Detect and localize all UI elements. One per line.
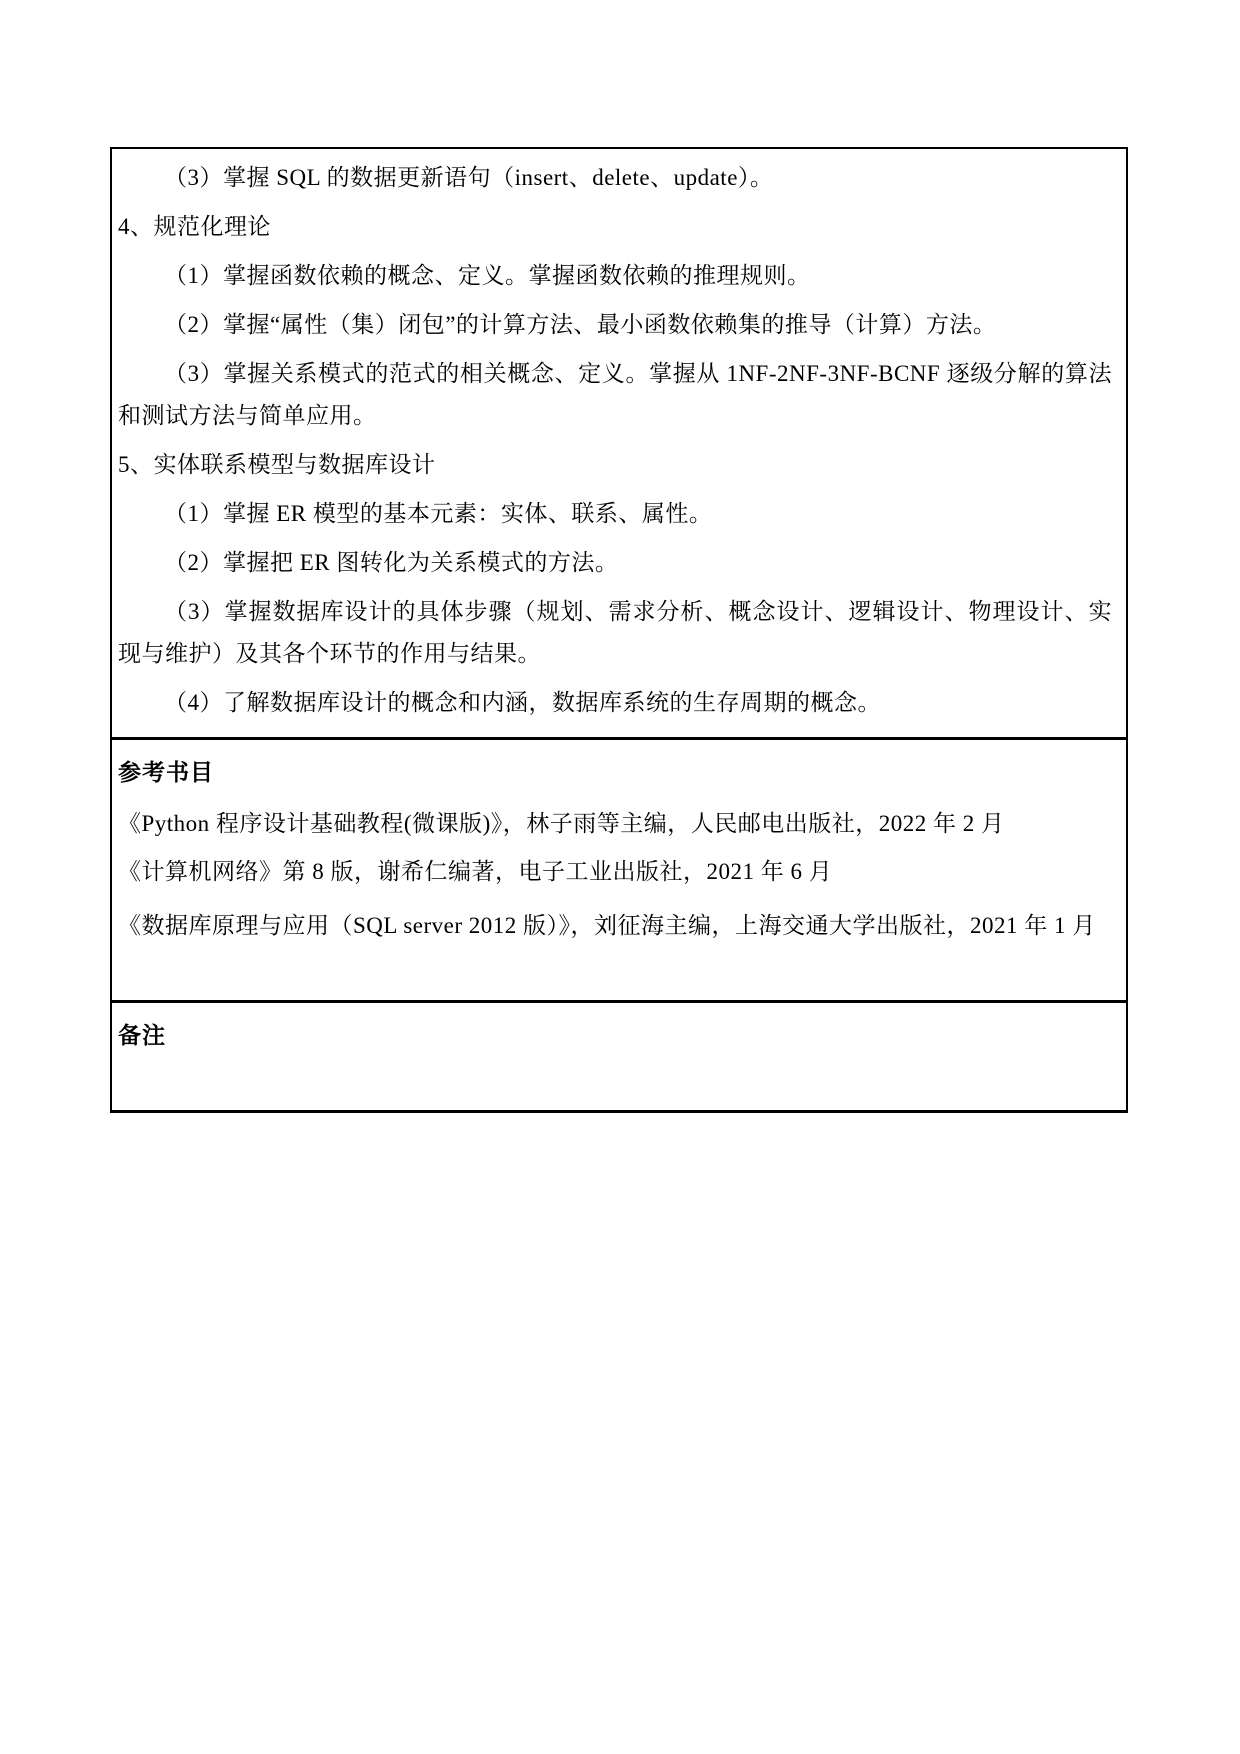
- paragraph-attribute-closure: （2）掌握“属性（集）闭包”的计算方法、最小函数依赖集的推导（计算）方法。: [164, 312, 997, 337]
- paragraph-functional-dependency: （1）掌握函数依赖的概念、定义。掌握函数依赖的推理规则。: [164, 263, 811, 288]
- paragraph-sql-update: （3）掌握 SQL 的数据更新语句（insert、delete、update）。: [164, 165, 774, 190]
- paragraph-er-model-elements: （1）掌握 ER 模型的基本元素：实体、联系、属性。: [164, 501, 713, 526]
- paragraph-normal-forms: （3）掌握关系模式的范式的相关概念、定义。掌握从 1NF-2NF-3NF-BCNF 逐级分解的算法和测试方法与简单应用。: [118, 361, 1112, 428]
- remarks-header: 备注: [118, 1023, 166, 1048]
- paragraph-db-design-steps: （3）掌握数据库设计的具体步骤（规划、需求分析、概念设计、逻辑设计、物理设计、实现与维护）及其各个环节的作用与结果。: [118, 599, 1112, 666]
- section-4-title: 4、规范化理论: [118, 214, 271, 239]
- content-row: [112, 149, 1126, 737]
- references-row: [112, 737, 1126, 1000]
- reference-book-network: 《计算机网络》第 8 版，谢希仁编著，电子工业出版社，2021 年 6 月: [118, 859, 833, 884]
- references-header: 参考书目: [118, 760, 214, 785]
- reference-book-database: 《数据库原理与应用（SQL server 2012 版）》，刘征海主编，上海交通大学出版社，2021 年 1 月: [118, 913, 1096, 938]
- paragraph-er-to-relational: （2）掌握把 ER 图转化为关系模式的方法。: [164, 550, 619, 575]
- section-5-title: 5、实体联系模型与数据库设计: [118, 452, 436, 477]
- syllabus-table: [110, 147, 1128, 1113]
- reference-book-python: 《Python 程序设计基础教程(微课版)》，林子雨等主编，人民邮电出版社，2022 年 2 月: [118, 811, 1005, 836]
- paragraph-db-design-concepts: （4）了解数据库设计的概念和内涵，数据库系统的生存周期的概念。: [164, 690, 881, 715]
- remarks-row: [112, 1000, 1126, 1110]
